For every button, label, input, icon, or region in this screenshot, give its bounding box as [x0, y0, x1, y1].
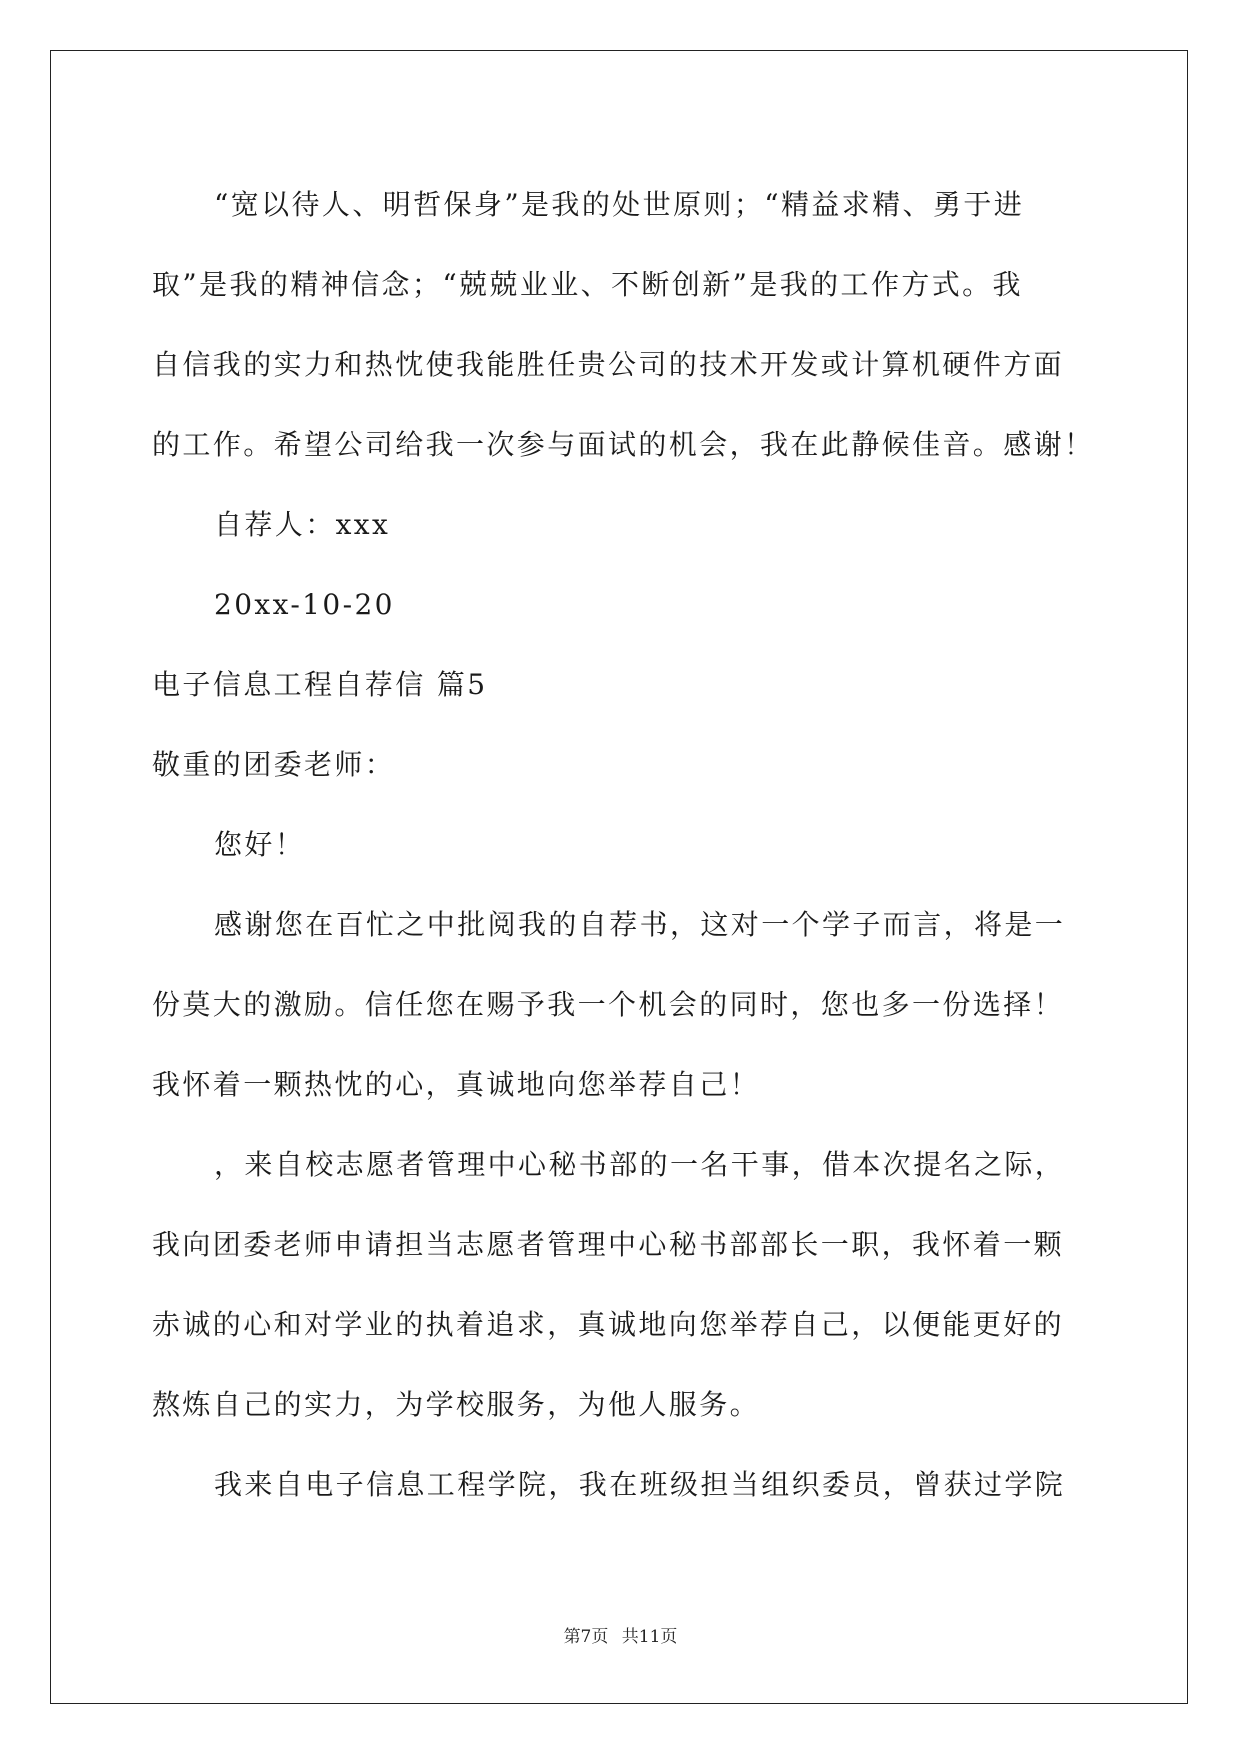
paragraph-line: 的工作。希望公司给我一次参与面试的机会，我在此静候佳音。感谢！ — [152, 428, 1095, 461]
salutation: 敬重的团委老师： — [152, 748, 396, 781]
section-heading: 电子信息工程自荐信 篇5 — [152, 668, 488, 701]
paragraph-line: 熬炼自己的实力，为学校服务，为他人服务。 — [152, 1388, 761, 1421]
paragraph-line: ，来自校志愿者管理中心秘书部的一名干事，借本次提名之际， — [214, 1148, 1066, 1181]
page-total: 共11页 — [621, 1627, 678, 1647]
paragraph-line: 我怀着一颗热忱的心，真诚地向您举荐自己！ — [152, 1068, 761, 1101]
page-footer — [0, 1622, 1241, 1647]
paragraph-line: 赤诚的心和对学业的执着追求，真诚地向您举荐自己，以便能更好的 — [152, 1308, 1065, 1341]
paragraph-line: “宽以待人、明哲保身”是我的处世原则；“精益求精、勇于进 — [214, 188, 1025, 221]
paragraph-line: 我向团委老师申请担当志愿者管理中心秘书部部长一职，我怀着一颗 — [152, 1228, 1065, 1261]
paragraph-line: 份莫大的激励。信任您在赐予我一个机会的同时，您也多一份选择！ — [152, 988, 1065, 1021]
paragraph-line: 我来自电子信息工程学院，我在班级担当组织委员，曾获过学院 — [214, 1468, 1066, 1501]
page-number: 第7页 — [563, 1627, 609, 1647]
paragraph-line: 感谢您在百忙之中批阅我的自荐书，这对一个学子而言，将是一 — [214, 908, 1066, 941]
date-line: 20xx-10-20 — [214, 588, 395, 621]
signature-line: 自荐人：xxx — [214, 508, 391, 541]
paragraph-line: 取”是我的精神信念；“兢兢业业、不断创新”是我的工作方式。我 — [152, 268, 1023, 301]
greeting: 您好！ — [214, 828, 306, 861]
paragraph-line: 自信我的实力和热忱使我能胜任贵公司的技术开发或计算机硬件方面 — [152, 348, 1065, 381]
document-body — [152, 165, 1095, 1525]
